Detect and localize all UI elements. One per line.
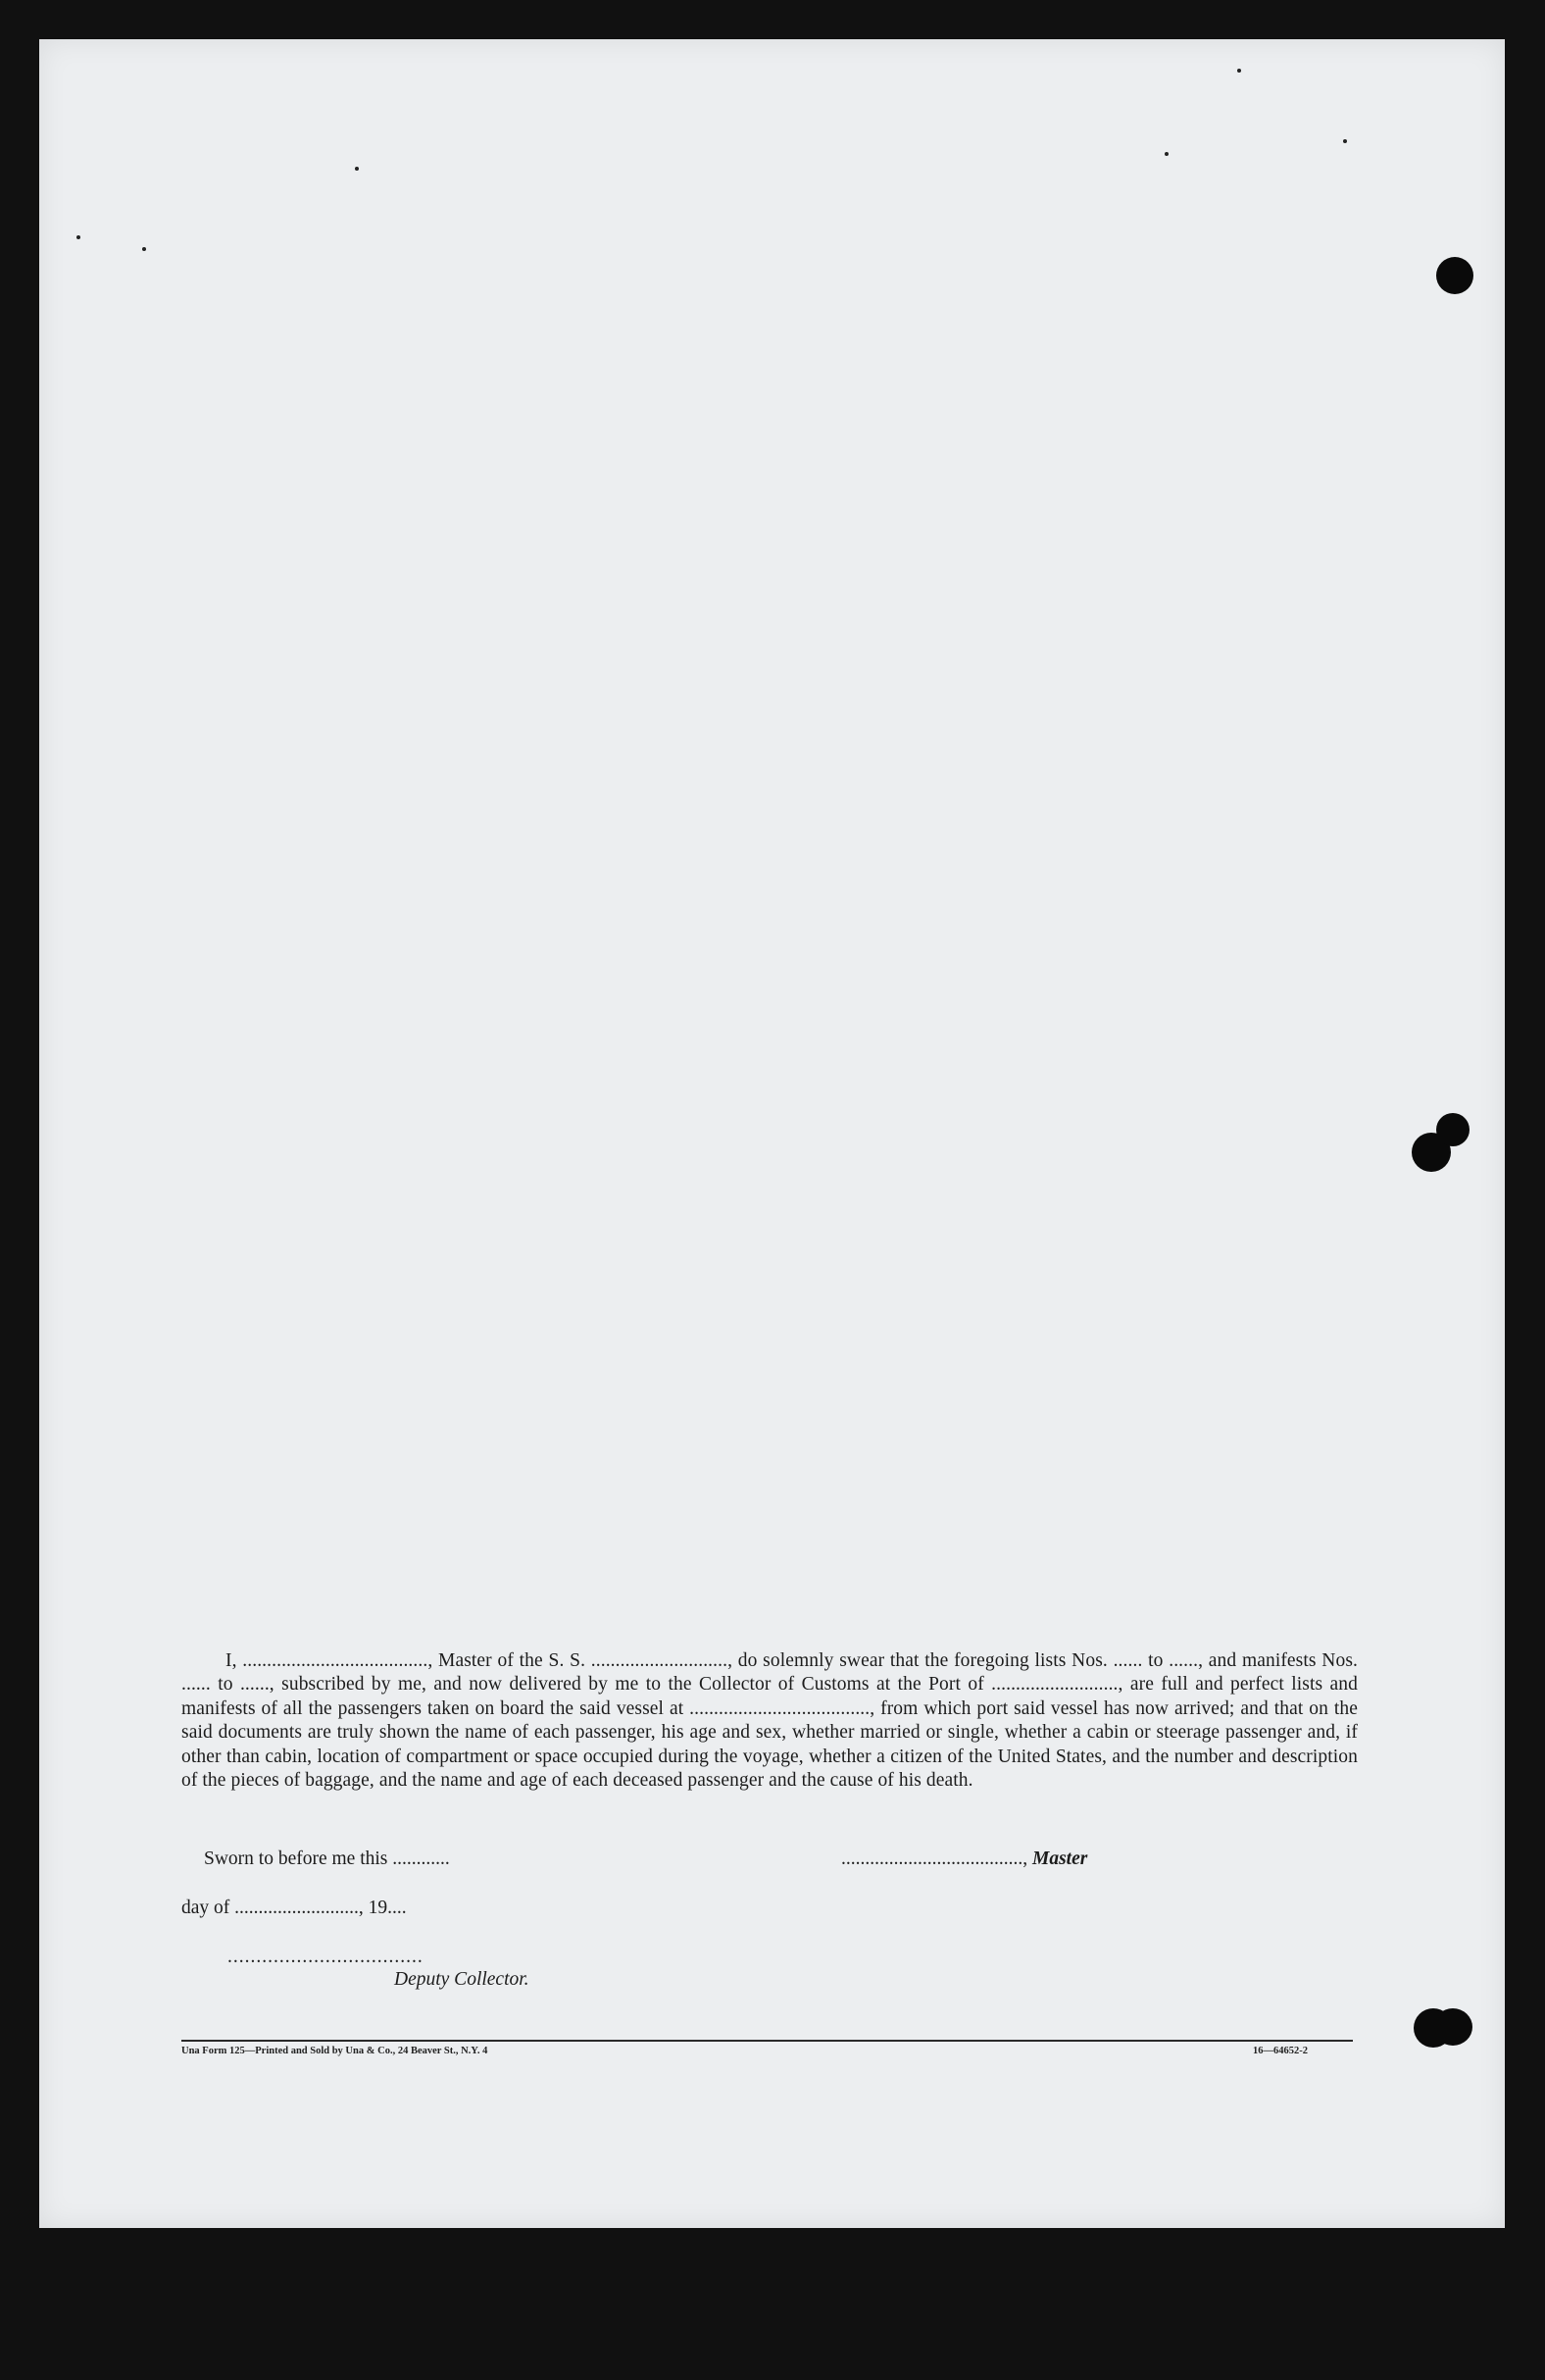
oath-paragraph: I, ......................................, Master of the S. S. ............................, do solemnly swear that the foregoing lists Nos. ...... to ......, and manifests Nos. ...... to ......, subscribed by me, and now delivered by me to the Collector of Customs at the Port of .........................., are full and perfect lists and manifests of all the passengers taken on board the said vessel at ....................................., from which port said vessel has now arrived; and that on the said documents are truly shown the name of each passenger, his age and sex, whether married or single, whether a cabin or steerage passenger and, if other than cabin, location of compartment or space occupied during the voyage, whether a citizen of the United States, and the number and description of the pieces of baggage, and the name and age of each deceased passenger and the cause of his death.	[181, 1649, 1358, 1792]
footer-divider	[181, 2040, 1353, 2042]
speck	[76, 235, 80, 239]
punch-hole-middle-2	[1436, 1113, 1470, 1146]
master-label: Master	[1032, 1848, 1088, 1869]
document-page	[39, 39, 1505, 2228]
deputy-collector-label: Deputy Collector.	[394, 1969, 529, 1990]
day-of-line: day of .........................., 19....	[181, 1898, 407, 1918]
speck	[1237, 69, 1241, 73]
deputy-signature-dots: ..................................	[227, 1947, 424, 1967]
speck	[142, 247, 146, 251]
form-imprint: Una Form 125—Printed and Sold by Una & Co., 24 Beaver St., N.Y. 4	[181, 2046, 488, 2056]
punch-hole-bottom-2	[1433, 2008, 1472, 2046]
form-number: 16—64652-2	[1253, 2046, 1308, 2056]
master-signature-line	[841, 1848, 1087, 1870]
punch-hole-top	[1436, 257, 1473, 294]
sworn-before-line: Sworn to before me this ............	[204, 1848, 450, 1869]
master-dots: ......................................,	[841, 1848, 1032, 1869]
speck	[355, 167, 359, 171]
speck	[1343, 139, 1347, 143]
speck	[1165, 152, 1169, 156]
